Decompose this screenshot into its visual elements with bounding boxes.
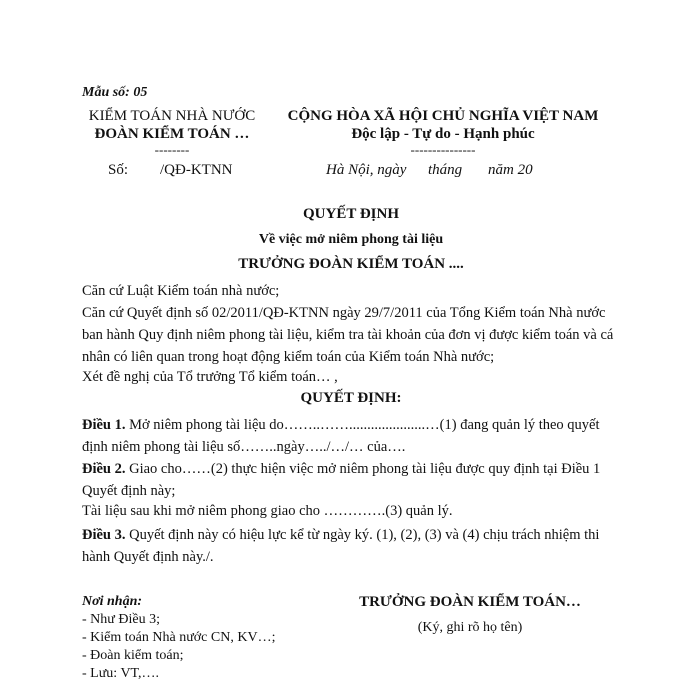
- article-3-label: Điều 3.: [82, 527, 126, 543]
- document-subject: Về việc mở niêm phong tài liệu: [258, 232, 444, 247]
- document-title: QUYẾT ĐỊNH: [303, 206, 399, 222]
- date-year: năm 20: [488, 162, 533, 178]
- date-month: tháng: [428, 162, 463, 178]
- recipient-item: - Lưu: VT,….: [82, 666, 160, 681]
- decision-heading: QUYẾT ĐỊNH:: [300, 390, 402, 406]
- number-suffix: /QĐ-KTNN: [160, 162, 233, 178]
- signature-note: (Ký, ghi rõ họ tên): [417, 620, 523, 635]
- org-name: KIỂM TOÁN NHÀ NƯỚC: [88, 108, 256, 124]
- article-2-label: Điều 2.: [82, 461, 126, 477]
- article-2-sub: Tài liệu sau khi mở niêm phong giao cho ………….(3) quản lý.: [82, 503, 453, 519]
- recipient-item: - Như Điều 3;: [82, 612, 160, 627]
- form-number: Mẫu số: 05: [82, 85, 148, 100]
- country-name: CỘNG HÒA XÃ HỘI CHỦ NGHĨA VIỆT NAM: [287, 108, 599, 124]
- article-3: [82, 524, 614, 568]
- issuer-title: TRƯỞNG ĐOÀN KIỂM TOÁN ....: [238, 256, 464, 272]
- team-name: ĐOÀN KIỂM TOÁN …: [94, 126, 250, 142]
- date-place: Hà Nội, ngày: [326, 162, 407, 178]
- article-3-text: Quyết định này có hiệu lực kể từ ngày ký. (1), (2), (3) và (4) chịu trách nhiệm thi hành Quyết định này./.: [82, 527, 600, 565]
- article-1-label: Điều 1.: [82, 417, 126, 433]
- article-2-text: Giao cho……(2) thực hiện việc mở niêm phong tài liệu được quy định tại Điều 1 Quyết định này;: [82, 461, 601, 499]
- article-2: [82, 458, 614, 502]
- article-1: [82, 414, 614, 458]
- article-1-text: Mở niêm phong tài liệu do……..…….....................…(1) đang quản lý theo quyết định niêm phong tài liệu số……..ngày…../…/… của….: [82, 417, 600, 455]
- motto: Độc lập - Tự do - Hạnh phúc: [351, 126, 535, 142]
- recipient-item: - Kiểm toán Nhà nước CN, KV…;: [82, 630, 276, 645]
- number-label: Số:: [108, 162, 129, 178]
- signature-title: TRƯỞNG ĐOÀN KIỂM TOÁN…: [359, 594, 581, 610]
- recipients-heading: Nơi nhận:: [82, 594, 143, 609]
- left-divider: --------: [154, 142, 190, 157]
- basis-proposal: Xét đề nghị của Tổ trưởng Tổ kiểm toán… ,: [82, 369, 338, 385]
- basis-decision: Căn cứ Quyết định số 02/2011/QĐ-KTNN ngày 29/7/2011 của Tổng Kiểm toán Nhà nước ban hành Quy định niêm phong tài liệu, kiểm tra tài khoản của đơn vị được kiểm toán và cá nhân có liên quan trong hoạt động kiểm toán của Kiểm toán Nhà nước;: [82, 305, 614, 365]
- recipient-item: - Đoàn kiểm toán;: [82, 648, 184, 663]
- basis-law: Căn cứ Luật Kiểm toán nhà nước;: [82, 283, 280, 299]
- right-divider: ---------------: [410, 142, 476, 157]
